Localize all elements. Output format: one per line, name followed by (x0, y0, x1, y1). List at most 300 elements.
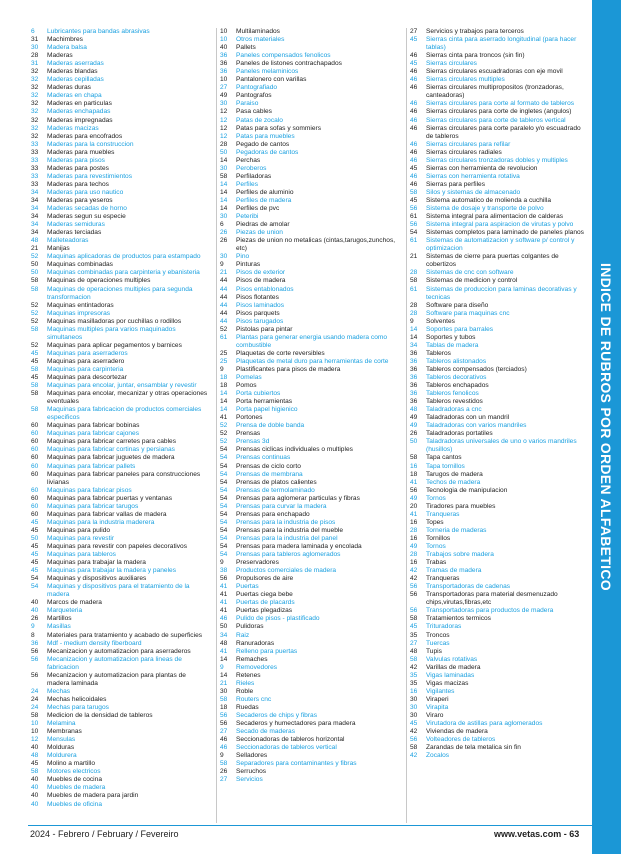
entry-label: Torneria de maderas (426, 526, 487, 534)
entry-page-number: 48 (220, 639, 228, 647)
entry-page-number: 32 (31, 92, 39, 100)
index-entry (31, 752, 210, 760)
index-entry (31, 205, 210, 213)
entry-label: Tranqueras (426, 510, 460, 518)
entry-label: Pasa cables (236, 108, 272, 116)
entry-label: Sierras circulares tronzadoras dobles y multiples (426, 156, 568, 164)
index-entry (31, 487, 210, 495)
entry-label: Melamina (47, 720, 76, 728)
entry-label: Ruedas (236, 703, 259, 711)
index-entry (220, 269, 399, 277)
entry-label: Sierras circulares radiales (426, 148, 502, 156)
entry-page-number: 54 (410, 229, 418, 237)
entry-page-number: 41 (220, 647, 228, 655)
entry-page-number: 42 (410, 728, 418, 736)
entry-page-number: 44 (220, 301, 228, 309)
entry-label: Maquinas de operaciones multiples para segunda transformacion (47, 285, 193, 301)
entry-page-number: 46 (220, 744, 228, 752)
entry-page-number: 36 (410, 374, 418, 382)
entry-label: Prensas de ciclo corto (236, 462, 301, 470)
entry-label: Tableros compensados (terciados) (426, 365, 527, 373)
entry-label: Secado de maderas (236, 728, 296, 736)
entry-label: Maquinas para trabajar la madera y paneles (47, 567, 177, 575)
index-entry (31, 615, 210, 623)
entry-label: Software para maquinas cnc (426, 309, 510, 317)
entry-page-number: 21 (220, 679, 228, 687)
entry-label: Pisos flotantes (236, 293, 279, 301)
index-entry (220, 374, 399, 382)
entry-label: Vigilantes (426, 687, 455, 695)
index-column-2 (220, 28, 399, 784)
entry-page-number: 41 (410, 510, 418, 518)
entry-label: Maquinas entintadoras (47, 301, 114, 309)
entry-label: Paneles melaminicos (236, 68, 299, 76)
entry-page-number: 25 (220, 357, 228, 365)
entry-page-number: 60 (31, 486, 39, 494)
entry-label: Maquinas para fabricar pisos (47, 486, 132, 494)
entry-page-number: 9 (220, 663, 224, 671)
entry-label: Maderas semiduras (47, 221, 105, 229)
index-entry (220, 551, 399, 559)
index-entry (31, 704, 210, 712)
entry-page-number: 27 (410, 28, 418, 35)
entry-label: Seccionadoras de tableros horizontal (236, 736, 345, 744)
entry-page-number: 10 (31, 728, 39, 736)
index-entry (31, 326, 210, 342)
index-entry (410, 334, 588, 342)
entry-label: Maquinas para fabricar juguetes de madera (47, 454, 175, 462)
index-entry (410, 479, 588, 487)
index-entry (410, 28, 588, 36)
entry-page-number: 41 (220, 607, 228, 615)
entry-label: Maquinas multiples para varios maquinados simultaneos (47, 325, 176, 341)
entry-label: Pisos de madera (236, 277, 286, 285)
entry-label: Pomos (236, 382, 257, 390)
index-entry (31, 277, 210, 285)
entry-label: Rieles (236, 679, 255, 687)
index-entry (220, 623, 399, 631)
entry-label: Pantalonero con varillas (236, 76, 307, 84)
entry-page-number: 36 (220, 68, 228, 76)
entry-page-number: 27 (220, 84, 228, 92)
entry-page-number: 58 (31, 711, 39, 719)
entry-label: Plaquetas de metal duro para herramientas de corte (236, 357, 389, 365)
entry-label: Maderas para encofrados (47, 132, 123, 140)
entry-page-number: 50 (31, 534, 39, 542)
entry-page-number: 45 (31, 518, 39, 526)
entry-label: Sierras circulares escuadradoras con eje movil (426, 68, 563, 76)
entry-page-number: 14 (220, 205, 228, 213)
entry-label: Sierras circulares (426, 60, 477, 68)
entry-page-number: 56 (220, 711, 228, 719)
entry-page-number: 56 (410, 221, 418, 229)
index-entry (220, 422, 399, 430)
index-entry (31, 189, 210, 197)
entry-page-number: 41 (220, 583, 228, 591)
footer-url[interactable]: www.vetas.com (494, 829, 562, 839)
entry-label: Maquinas impresoras (47, 309, 111, 317)
entry-label: Sierras circulares para corte de ingletes (angulos) (426, 108, 572, 116)
entry-label: Puertas ciega bebe (236, 591, 293, 599)
entry-page-number: 56 (31, 655, 39, 663)
entry-label: Soportes y tubos (426, 333, 476, 341)
entry-label: Maquinas para fabricar puertas y ventanas (47, 494, 172, 502)
entry-label: Pino (236, 253, 250, 261)
entry-label: Paneles compensados fenolicos (236, 52, 331, 60)
entry-page-number: 32 (31, 108, 39, 116)
index-entry (31, 672, 210, 688)
index-entry (31, 36, 210, 44)
entry-label: Sistema integral para aspiracion de virutas y polvo (426, 221, 574, 229)
entry-label: Techos de madera (426, 478, 481, 486)
entry-page-number: 46 (410, 76, 418, 84)
entry-label: Piezas de union (236, 229, 283, 237)
entry-label: Maderas en particulas (47, 100, 112, 108)
index-entry (220, 213, 399, 221)
entry-label: Piezas de union no metalicas (cintas,tarugos,zunchos, etc) (236, 237, 396, 253)
entry-page-number: 46 (410, 172, 418, 180)
entry-label: Maderas impregnadas (47, 116, 113, 124)
index-entry (410, 648, 588, 656)
entry-page-number: 52 (220, 430, 228, 438)
entry-page-number: 45 (31, 567, 39, 575)
index-entry (220, 599, 399, 607)
index-entry (220, 768, 399, 776)
index-entry (410, 117, 588, 125)
entry-page-number: 50 (410, 438, 418, 446)
entry-page-number: 16 (410, 462, 418, 470)
entry-page-number: 58 (31, 768, 39, 776)
index-entry (31, 133, 210, 141)
entry-page-number: 45 (31, 543, 39, 550)
index-entry (220, 672, 399, 680)
entry-label: Muebles de madera para jardin (47, 792, 139, 800)
index-entry (220, 68, 399, 76)
entry-page-number: 34 (31, 213, 39, 221)
index-entry (220, 430, 399, 438)
entry-label: Sierras circulares para refilar (426, 140, 511, 148)
index-entry (31, 350, 210, 358)
entry-page-number: 45 (31, 349, 39, 357)
entry-label: Tornos (426, 494, 446, 502)
index-entry (220, 28, 399, 36)
entry-label: Virapita (426, 703, 449, 711)
index-entry (220, 100, 399, 108)
entry-page-number: 61 (410, 285, 418, 293)
entry-page-number: 40 (31, 776, 39, 784)
entry-page-number: 52 (31, 301, 39, 309)
entry-page-number: 52 (31, 317, 39, 325)
entry-page-number: 61 (410, 213, 418, 221)
entry-page-number: 34 (410, 341, 418, 349)
entry-page-number: 28 (410, 551, 418, 559)
entry-page-number: 33 (31, 140, 39, 148)
entry-label: Maderas enchapadas (47, 108, 111, 116)
index-entry (31, 302, 210, 310)
index-entry (410, 696, 588, 704)
index-entry (410, 141, 588, 149)
index-entry (31, 446, 210, 454)
entry-page-number: 54 (220, 526, 228, 534)
entry-label: Pomelas (236, 374, 262, 382)
index-entry (31, 310, 210, 318)
entry-page-number: 60 (31, 446, 39, 454)
entry-label: Multilaminados (236, 28, 280, 35)
entry-label: Membranas (47, 728, 82, 736)
index-entry (31, 245, 210, 253)
entry-label: Volteadores de tableros (426, 736, 496, 744)
entry-label: Tablas de madera (426, 341, 479, 349)
index-entry (31, 318, 210, 326)
index-entry (31, 28, 210, 36)
index-entry (31, 760, 210, 768)
index-entry (31, 495, 210, 503)
entry-label: Prensas para la industria de pisos (236, 518, 336, 526)
entry-label: Muebles de oficina (47, 800, 102, 808)
entry-page-number: 36 (410, 382, 418, 390)
entry-page-number: 36 (410, 365, 418, 373)
index-entry (410, 108, 588, 116)
entry-label: Maquinas aplicadoras de productos para estampado (47, 253, 201, 261)
entry-label: Mechas para tarugos (47, 703, 109, 711)
index-entry (220, 261, 399, 269)
index-entry (410, 438, 588, 454)
entry-page-number: 28 (220, 140, 228, 148)
entry-page-number: 16 (410, 518, 418, 526)
index-entry (410, 487, 588, 495)
index-entry (410, 229, 588, 237)
entry-label: Tornillos (426, 534, 451, 542)
entry-page-number: 26 (31, 615, 39, 623)
entry-page-number: 45 (410, 60, 418, 68)
entry-page-number: 48 (410, 647, 418, 655)
entry-page-number: 30 (410, 711, 418, 719)
index-entry (410, 519, 588, 527)
entry-page-number: 60 (31, 422, 39, 430)
index-entry (410, 52, 588, 60)
entry-label: Patas para sofas y sommiers (236, 124, 322, 132)
entry-page-number: 16 (410, 534, 418, 542)
entry-page-number: 34 (220, 631, 228, 639)
entry-label: Maquinas para pulido (47, 526, 111, 534)
entry-page-number: 14 (410, 333, 418, 341)
index-entry (220, 591, 399, 599)
index-entry (220, 44, 399, 52)
index-entry (31, 422, 210, 430)
index-entry (31, 438, 210, 446)
entry-label: Muebles de cocina (47, 776, 102, 784)
index-entry (220, 511, 399, 519)
entry-label: Pisos de exterior (236, 269, 286, 277)
entry-label: Maderas para pisos (47, 156, 105, 164)
entry-page-number: 50 (220, 623, 228, 631)
entry-label: Retenes (236, 671, 261, 679)
entry-label: Tranqueras (426, 575, 460, 583)
entry-label: Maquinas para encolar, mecanizar y otras operaciones eventuales (47, 390, 208, 406)
entry-label: Trabajos sobre madera (426, 551, 494, 559)
index-entry (220, 487, 399, 495)
entry-page-number: 56 (220, 720, 228, 728)
index-entry (220, 463, 399, 471)
entry-page-number: 36 (410, 390, 418, 398)
entry-label: Valvulas rotativas (426, 655, 478, 663)
entry-page-number: 56 (410, 591, 418, 599)
entry-page-number: 44 (220, 293, 228, 301)
entry-label: Secaderos de chips y fibras (236, 711, 317, 719)
index-entry (410, 269, 588, 277)
index-entry (220, 133, 399, 141)
entry-label: Prensas para la industria del panel (236, 534, 338, 542)
index-entry (220, 286, 399, 294)
entry-label: Prensa de doble banda (236, 422, 305, 430)
entry-label: Topes (426, 518, 444, 526)
entry-page-number: 18 (220, 382, 228, 390)
entry-label: Maderas en chapa (47, 92, 102, 100)
entry-page-number: 28 (410, 269, 418, 277)
index-entry (220, 84, 399, 92)
entry-page-number: 58 (220, 695, 228, 703)
entry-page-number: 58 (410, 744, 418, 752)
index-entry (31, 286, 210, 302)
entry-label: Maderas para muebles (47, 148, 115, 156)
entry-page-number: 14 (220, 406, 228, 414)
index-entry (31, 543, 210, 551)
entry-page-number: 54 (220, 510, 228, 518)
index-entry (31, 599, 210, 607)
index-entry (220, 471, 399, 479)
entry-label: Prensas para la industria del mueble (236, 526, 344, 534)
entry-page-number: 34 (31, 196, 39, 204)
entry-page-number: 46 (410, 52, 418, 60)
entry-label: Marqueteria (47, 607, 83, 615)
entry-page-number: 42 (410, 575, 418, 583)
entry-label: Mechas (47, 687, 71, 695)
entry-page-number: 61 (410, 237, 418, 245)
entry-page-number: 35 (410, 671, 418, 679)
entry-page-number: 10 (220, 28, 228, 35)
entry-label: Maderas para techos (47, 180, 109, 188)
entry-page-number: 58 (31, 365, 39, 373)
entry-page-number: 60 (31, 494, 39, 502)
entry-page-number: 10 (220, 36, 228, 44)
entry-label: Viviendas de madera (426, 728, 488, 736)
entry-page-number: 50 (220, 148, 228, 156)
index-entry (410, 535, 588, 543)
entry-page-number: 40 (31, 599, 39, 607)
index-entry (220, 479, 399, 487)
entry-label: Sierras con herramienta rotativa (426, 172, 520, 180)
index-entry (410, 221, 588, 229)
index-entry (220, 302, 399, 310)
index-entry (220, 165, 399, 173)
entry-label: Perfiladoras (236, 172, 272, 180)
entry-page-number: 14 (220, 390, 228, 398)
entry-label: Maquinas para carpinteria (47, 365, 124, 373)
entry-page-number: 6 (31, 28, 35, 35)
entry-page-number: 44 (220, 309, 228, 317)
entry-page-number: 8 (31, 631, 35, 639)
entry-page-number: 36 (410, 349, 418, 357)
entry-label: Serruchos (236, 768, 267, 776)
entry-label: Maquinas para fabricar tarugos (47, 502, 139, 510)
index-entry (410, 310, 588, 318)
entry-page-number: 52 (220, 325, 228, 333)
entry-page-number: 9 (220, 752, 224, 760)
entry-page-number: 46 (220, 736, 228, 744)
index-entry (31, 535, 210, 543)
entry-label: Patas para muebles (236, 132, 295, 140)
entry-page-number: 44 (220, 285, 228, 293)
entry-page-number: 54 (220, 551, 228, 559)
index-entry (220, 382, 399, 390)
index-entry (220, 744, 399, 752)
entry-label: Maquinas para fabricar cajones (47, 430, 139, 438)
index-entry (220, 535, 399, 543)
entry-label: Taladradoras universales de uno o varios mandriles (husillos) (426, 438, 577, 454)
entry-page-number: 34 (31, 188, 39, 196)
entry-page-number: 34 (31, 205, 39, 213)
entry-label: Maderas para uso nautico (47, 188, 124, 196)
entry-label: Pantografos (236, 92, 272, 100)
entry-label: Silos y sistemas de almacenado (426, 188, 521, 196)
entry-page-number: 56 (410, 583, 418, 591)
entry-label: Tableros revestidos (426, 398, 483, 406)
entry-label: Separadores para contaminantes y fibras (236, 760, 357, 768)
entry-page-number: 45 (410, 164, 418, 172)
entry-label: Prensas 3d (236, 438, 270, 446)
column-divider (216, 28, 217, 823)
index-entry (410, 744, 588, 752)
index-entry (220, 398, 399, 406)
entry-page-number: 52 (31, 309, 39, 317)
entry-page-number: 26 (220, 229, 228, 237)
entry-label: Prensas para aglomerar particulas y fibras (236, 494, 360, 502)
entry-page-number: 9 (31, 623, 35, 631)
entry-page-number: 61 (220, 333, 228, 341)
side-title: INDICE DE RUBROS POR ORDEN ALFABETICO (598, 263, 614, 591)
entry-label: Maderas (47, 52, 73, 60)
entry-label: Tratamientos termicos (426, 615, 491, 623)
entry-page-number: 42 (410, 752, 418, 760)
entry-label: Sistema automatico de molienda a cuchilla (426, 196, 551, 204)
entry-label: Taladradoras con un mandril (426, 414, 510, 422)
index-entry (220, 334, 399, 350)
entry-label: Plantas para generar energia usando madera como combustible (236, 333, 388, 349)
entry-label: Maquinas para fabricar carretes para cables (47, 438, 177, 446)
index-entry (410, 607, 588, 615)
entry-page-number: 52 (31, 341, 39, 349)
entry-page-number: 18 (220, 374, 228, 382)
entry-page-number: 14 (220, 655, 228, 663)
entry-label: Motores electricos (47, 768, 101, 776)
index-entry (220, 720, 399, 728)
index-entry (31, 60, 210, 68)
entry-label: Sierras cinta para troncos (sin fin) (426, 52, 525, 60)
index-entry (31, 366, 210, 374)
entry-label: Troncos (426, 631, 450, 639)
entry-page-number: 54 (220, 502, 228, 510)
entry-page-number: 32 (31, 116, 39, 124)
entry-label: Maquinas para fabricar vallas de madera (47, 510, 167, 518)
entry-page-number: 45 (31, 357, 39, 365)
entry-page-number: 14 (220, 398, 228, 406)
entry-page-number: 36 (410, 357, 418, 365)
entry-page-number: 27 (220, 728, 228, 736)
index-entry (220, 575, 399, 583)
index-entry (410, 253, 588, 269)
entry-page-number: 45 (31, 760, 39, 768)
entry-page-number: 45 (410, 36, 418, 44)
